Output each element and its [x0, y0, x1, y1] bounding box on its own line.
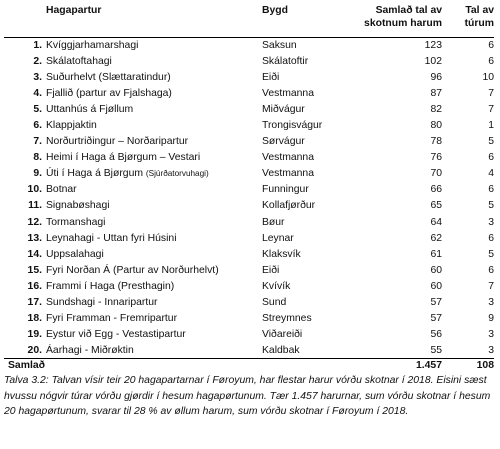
- area-name-cell: [46, 246, 262, 262]
- rank-cell: 19.: [27, 329, 42, 341]
- area-name-cell: [46, 117, 262, 133]
- table-row: [4, 198, 494, 214]
- rank-cell: 11.: [28, 200, 42, 212]
- rank-cell: 3.: [33, 71, 42, 83]
- area-name-cell: [46, 85, 262, 101]
- area-name: Áarhagi - Miðrøktin: [46, 345, 134, 357]
- trips-count-cell: 6: [488, 55, 494, 67]
- area-name-cell: [46, 311, 262, 327]
- header-place: Bygd: [262, 5, 288, 16]
- area-name-cell: [46, 101, 262, 117]
- trips-count-cell: 6: [488, 184, 494, 196]
- rank-cell: 1.: [33, 39, 42, 51]
- area-name-cell: [46, 69, 262, 85]
- rank-cell: 10.: [27, 184, 42, 196]
- place-cell: Kaldbak: [262, 345, 300, 357]
- table-row: [4, 311, 494, 327]
- rank-cell: 17.: [27, 297, 42, 309]
- harur-count-cell: 102: [424, 55, 442, 67]
- trips-count-cell: 6: [488, 39, 494, 51]
- place-cell: Bøur: [262, 216, 285, 228]
- rank-cell: 5.: [33, 103, 42, 115]
- harur-count-cell: 55: [430, 345, 442, 357]
- place-cell: Kvívík: [262, 280, 291, 292]
- area-name-cell: [46, 182, 262, 198]
- rank-cell: 20.: [27, 345, 42, 357]
- harur-count-cell: 62: [430, 232, 442, 244]
- harur-count-cell: 60: [430, 264, 442, 276]
- rank-cell: 9.: [33, 168, 42, 180]
- harur-count-cell: 61: [430, 248, 442, 260]
- area-name: Norðurtriðingur – Norðaripartur: [46, 136, 189, 148]
- caption-label: Talva 3.2: [4, 375, 46, 386]
- area-name-cell: [46, 53, 262, 69]
- table-row: [4, 85, 494, 101]
- area-name-cell: [46, 198, 262, 214]
- area-name: Frammi í Haga (Presthagin): [46, 280, 175, 292]
- place-cell: Trongisvágur: [262, 120, 323, 132]
- area-name: Leynahagi - Uttan fyri Húsini: [46, 232, 177, 244]
- trips-count-cell: 5: [488, 200, 494, 212]
- rank-cell: 16.: [27, 280, 42, 292]
- harur-count-cell: 66: [430, 184, 442, 196]
- place-cell: Sørvágur: [262, 136, 305, 148]
- harur-count-cell: 76: [430, 152, 442, 164]
- caption-text: : Talvan vísir teir 20 hagapartarnar í Føroyum, har flestar harur vórðu skotnar í 2018. Eisini sæst hvussu nógvir túrar vórðu gjørdir í hesum hagapørtunum. Tær 1.457 harurnar, sum vórðu skotnar í hesum 20 hagapørtunum, svarar til 28 % av øllum harum, sum vórðu skotnar í Føroyum í 2018.: [4, 375, 491, 417]
- place-cell: Kollafjørður: [262, 200, 316, 212]
- table-row: [4, 327, 494, 343]
- place-cell: Eiði: [262, 264, 280, 276]
- table-row: [4, 69, 494, 85]
- trips-count-cell: 6: [488, 152, 494, 164]
- area-name: Signabøshagi: [46, 200, 110, 212]
- area-name: Sundshagi - Innaripartur: [46, 297, 158, 309]
- area-name: Eystur við Egg - Vestastipartur: [46, 329, 186, 341]
- rank-cell: 2.: [33, 55, 42, 67]
- area-name-cell: [46, 278, 262, 294]
- table-body: [4, 37, 494, 359]
- rank-cell: 12.: [27, 216, 42, 228]
- place-cell: Streymnes: [262, 313, 312, 325]
- trips-count-cell: 3: [488, 297, 494, 309]
- table-row: [4, 214, 494, 230]
- rank-cell: 18.: [27, 313, 42, 325]
- harur-count-cell: 57: [430, 313, 442, 325]
- rank-cell: 7.: [33, 136, 42, 148]
- table-row: [4, 343, 494, 359]
- area-name-cell: [46, 295, 262, 311]
- harur-count-cell: 70: [430, 168, 442, 180]
- area-name: Botnar: [46, 184, 77, 196]
- area-name: Skálatoftahagi: [46, 55, 112, 67]
- area-name: Heimi í Haga á Bjørgum – Vestari: [46, 152, 201, 164]
- area-name-cell: [46, 343, 262, 359]
- place-cell: Viðareiði: [262, 329, 303, 341]
- header-area: Hagapartur: [46, 5, 102, 16]
- area-name: Tormanshagi: [46, 216, 106, 228]
- harur-count-cell: 87: [430, 87, 442, 99]
- place-cell: Vestmanna: [262, 87, 314, 99]
- area-name: Fyri Norðan Á (Partur av Norðurhelvt): [46, 264, 219, 276]
- trips-count-cell: 4: [488, 168, 494, 180]
- harur-count-cell: 64: [430, 216, 442, 228]
- place-cell: Saksun: [262, 39, 297, 51]
- rank-cell: 13.: [27, 232, 42, 244]
- area-name-cell: [46, 166, 262, 182]
- harur-count-cell: 65: [430, 200, 442, 212]
- trips-count-cell: 3: [488, 345, 494, 357]
- area-name: Kvíggjarhamarshagi: [46, 39, 139, 51]
- place-cell: Vestmanna: [262, 152, 314, 164]
- table-row: [4, 53, 494, 69]
- table-row: [4, 295, 494, 311]
- area-name: Uppsalahagi: [46, 248, 104, 260]
- header-trips: Tal av túrum: [464, 5, 494, 29]
- trips-count-cell: 10: [482, 71, 494, 83]
- totals-label: Samlað: [8, 360, 45, 372]
- area-name-note: (Sjúrðatorvuhagi): [145, 169, 209, 179]
- table-row: [4, 230, 494, 246]
- harur-count-cell: 56: [430, 329, 442, 341]
- trips-count-cell: 7: [488, 103, 494, 115]
- totals-row: [4, 359, 494, 373]
- place-cell: Sund: [262, 297, 287, 309]
- area-name-cell: [46, 327, 262, 343]
- trips-count-cell: 1: [488, 120, 494, 132]
- area-name-cell: [46, 134, 262, 150]
- area-name: Fjallið (partur av Fjalshaga): [46, 87, 172, 99]
- trips-count-cell: 7: [488, 280, 494, 292]
- rank-cell: 4.: [33, 87, 42, 99]
- table-row: [4, 278, 494, 294]
- area-name: Úti í Haga á Bjørgum: [46, 168, 144, 180]
- trips-count-cell: 7: [488, 87, 494, 99]
- area-name-cell: [46, 37, 262, 53]
- table-row: [4, 166, 494, 182]
- harur-count-cell: 78: [430, 136, 442, 148]
- trips-count-cell: 3: [488, 329, 494, 341]
- table-caption: [4, 373, 496, 420]
- harur-count-cell: 60: [430, 280, 442, 292]
- area-name-cell: [46, 214, 262, 230]
- table-header: [4, 4, 494, 37]
- table-row: [4, 262, 494, 278]
- area-name: Uttanhús á Fjøllum: [46, 103, 134, 115]
- totals-trips: 108: [476, 360, 494, 372]
- rank-cell: 15.: [27, 264, 42, 276]
- table-row: [4, 246, 494, 262]
- rank-cell: 6.: [33, 120, 42, 132]
- place-cell: Funningur: [262, 184, 309, 196]
- area-name: Fyri Framman - Fremripartur: [46, 313, 178, 325]
- header-total: Samlað tal av skotnum harum: [364, 5, 442, 29]
- area-name-cell: [46, 230, 262, 246]
- place-cell: Leynar: [262, 232, 294, 244]
- place-cell: Vestmanna: [262, 168, 314, 180]
- area-name: Klappjaktin: [46, 120, 97, 132]
- table-row: [4, 182, 494, 198]
- trips-count-cell: 5: [488, 248, 494, 260]
- totals-harur: 1.457: [415, 360, 442, 372]
- place-cell: Skálatoftir: [262, 55, 309, 67]
- table-row: [4, 101, 494, 117]
- place-cell: Eiði: [262, 71, 280, 83]
- table-row: [4, 134, 494, 150]
- harur-count-cell: 123: [424, 39, 442, 51]
- area-name-cell: [46, 150, 262, 166]
- table-row: [4, 117, 494, 133]
- table-row: [4, 150, 494, 166]
- harur-count-cell: 82: [430, 103, 442, 115]
- trips-count-cell: 5: [488, 136, 494, 148]
- harur-count-cell: 96: [430, 71, 442, 83]
- rank-cell: 8.: [33, 152, 42, 164]
- hunting-areas-table: [4, 4, 494, 372]
- place-cell: Klaksvík: [262, 248, 301, 260]
- trips-count-cell: 6: [488, 264, 494, 276]
- trips-count-cell: 6: [488, 232, 494, 244]
- harur-count-cell: 57: [430, 297, 442, 309]
- harur-count-cell: 80: [430, 120, 442, 132]
- trips-count-cell: 3: [488, 216, 494, 228]
- area-name-cell: [46, 262, 262, 278]
- area-name: Suðurhelvt (Slættaratindur): [46, 71, 171, 83]
- trips-count-cell: 9: [488, 313, 494, 325]
- rank-cell: 14.: [27, 248, 42, 260]
- table-row: [4, 37, 494, 53]
- place-cell: Miðvágur: [262, 103, 305, 115]
